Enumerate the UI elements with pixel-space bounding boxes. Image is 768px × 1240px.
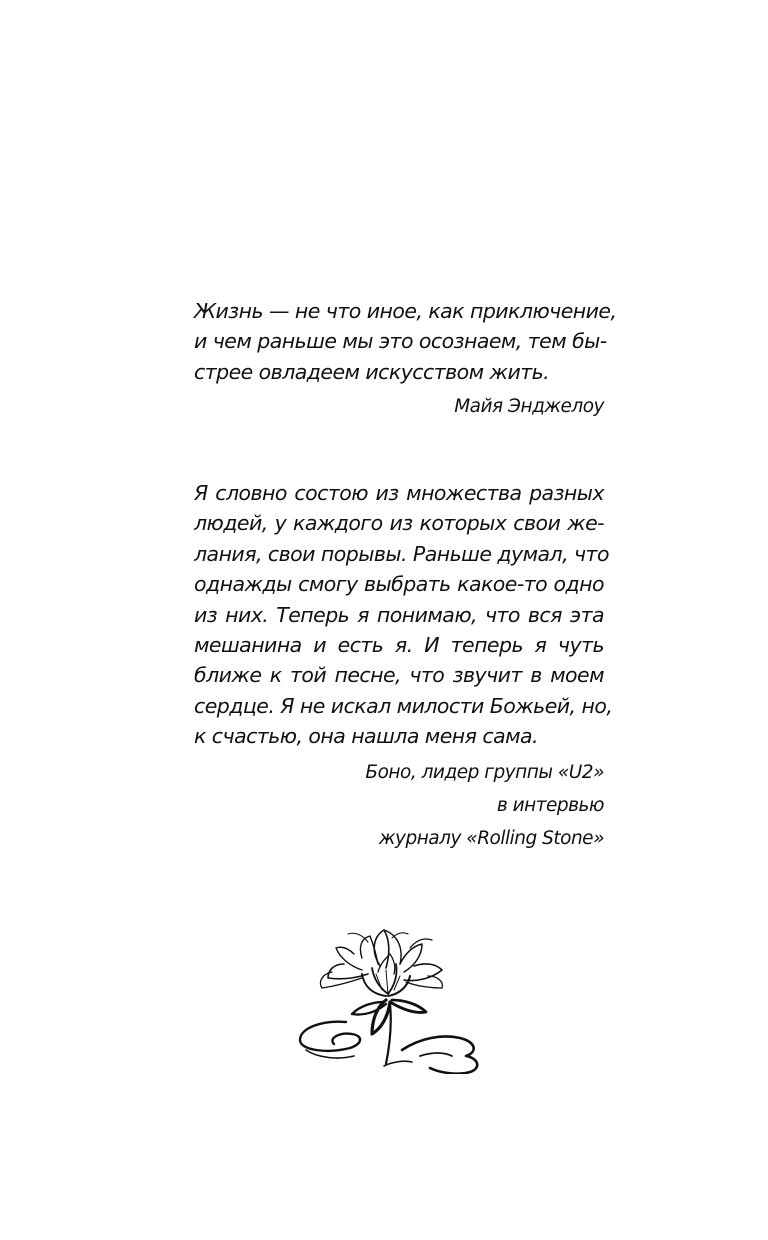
quote-attribution: журналу «Rolling Stone»	[378, 827, 604, 849]
quote-line: лания, свои порывы. Раньше думал, что	[194, 541, 609, 566]
quote-line: сердце. Я не искал милости Божьей, но,	[194, 693, 613, 718]
epigraph-maya-angelou	[194, 296, 617, 419]
quote-line: людей, у каждого из которых свои же-	[194, 511, 604, 536]
quote-line: Я словно состою из множества разных	[194, 481, 604, 505]
quote-attribution: в интервью	[496, 794, 604, 816]
quote-line: Жизнь — не что иное, как приключение,	[194, 299, 617, 323]
quote-line: стрее овладеем искусством жить.	[194, 359, 550, 384]
quote-line: мешанина и есть я. И теперь я чуть	[194, 633, 604, 658]
quote-attribution: Майя Энджелоу	[454, 396, 604, 418]
epigraph-bono	[194, 478, 613, 851]
quote-line: ближе к той песне, что звучит в моем	[194, 663, 604, 688]
lotus-flower-icon	[292, 924, 492, 1074]
quote-line: и чем раньше мы это осознаем, тем бы-	[194, 329, 607, 354]
quote-attribution: Боно, лидер группы «U2»	[365, 761, 604, 783]
quote-line: однажды смогу выбрать какое-то одно	[194, 572, 604, 597]
quote-line: из них. Теперь я понимаю, что вся эта	[194, 602, 604, 627]
quote-line: к счастью, она нашла меня сама.	[194, 724, 539, 749]
